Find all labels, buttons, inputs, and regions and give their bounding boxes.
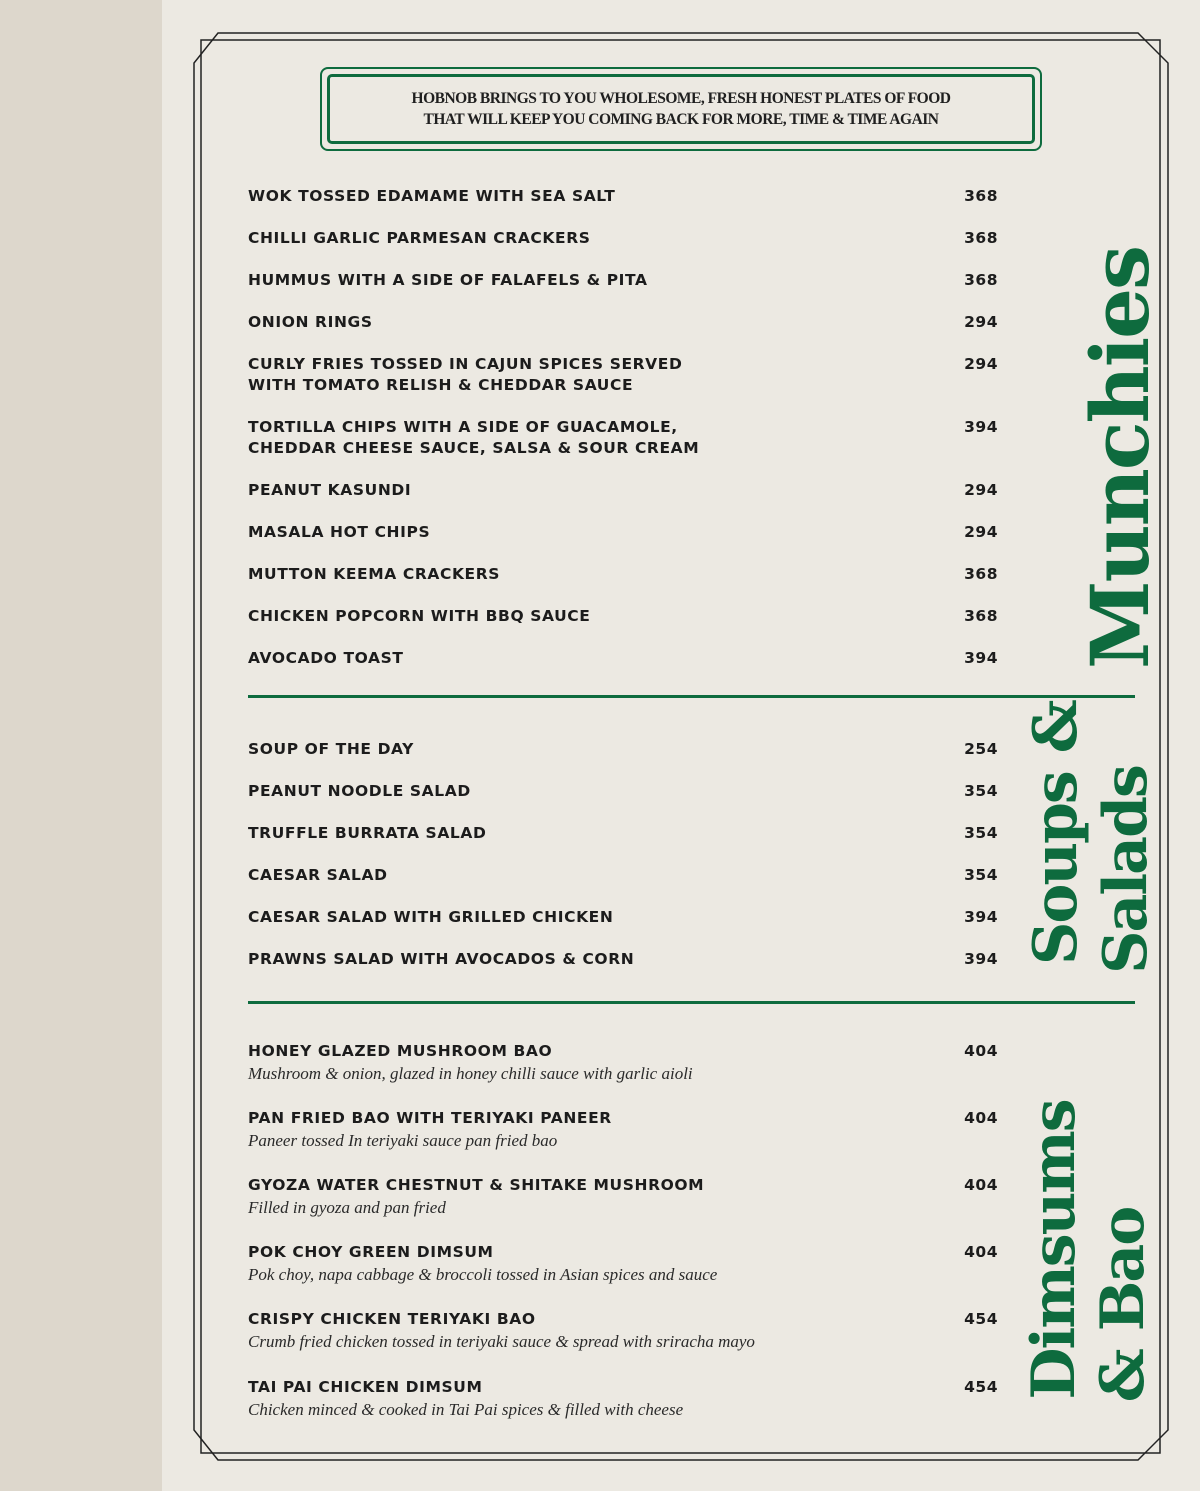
menu-item [248,270,998,291]
section-title-soups-line-2: Salads [1091,766,1161,974]
item-name: CAESAR SALAD [248,866,388,884]
item-price: 368 [964,271,998,289]
item-description: Crumb fried chicken tossed in teriyaki sauce & spread with sriracha mayo [248,1332,755,1351]
item-name-line-1: CURLY FRIES TOSSED IN CAJUN SPICES SERVED [248,355,683,373]
item-name: CHILLI GARLIC PARMESAN CRACKERS [248,229,591,247]
item-description: Chicken minced & cooked in Tai Pai spices & filled with cheese [248,1400,684,1419]
section-title-dimsums-line-1: Dimsums [1019,1100,1089,1400]
menu-item [248,564,998,585]
menu-item [248,1309,998,1354]
item-description: Pok choy, napa cabbage & broccoli tossed in Asian spices and sauce [248,1265,718,1284]
item-name: PEANUT NOODLE SALAD [248,782,471,800]
menu-item [248,417,998,459]
menu-item [248,354,998,396]
menu-item [248,907,998,928]
menu-item [248,522,998,543]
item-price: 454 [964,1310,998,1328]
item-price: 404 [964,1176,998,1194]
item-name: PRAWNS SALAD WITH AVOCADOS & CORN [248,950,635,968]
item-name: GYOZA WATER CHESTNUT & SHITAKE MUSHROOM [248,1176,705,1194]
section-title-dimsums-line-2: & Bao [1088,1207,1158,1403]
menu-item [248,480,998,501]
item-price: 294 [964,523,998,541]
item-name: CAESAR SALAD WITH GRILLED CHICKEN [248,908,614,926]
item-name: TRUFFLE BURRATA SALAD [248,824,487,842]
menu-item [248,1041,998,1086]
menu-item [248,1242,998,1287]
item-price: 368 [964,187,998,205]
menu-item [248,865,998,886]
item-description: Paneer tossed In teriyaki sauce pan fried bao [248,1131,558,1150]
item-name: CHICKEN POPCORN WITH BBQ SAUCE [248,607,591,625]
item-name: MASALA HOT CHIPS [248,523,431,541]
tagline-line-2: THAT WILL KEEP YOU COMING BACK FOR MORE, TIME & TIME AGAIN [423,111,939,128]
item-price: 368 [964,565,998,583]
item-price: 368 [964,607,998,625]
menu-item [248,1108,998,1153]
item-name-line-2: CHEDDAR CHEESE SAUCE, SALSA & SOUR CREAM [248,439,700,457]
item-name: PEANUT KASUNDI [248,481,412,499]
menu-item [248,228,998,249]
item-price: 454 [964,1378,998,1396]
item-name: PAN FRIED BAO WITH TERIYAKI PANEER [248,1109,612,1127]
tagline-line-1: HOBNOB BRINGS TO YOU WHOLESOME, FRESH HONEST PLATES OF FOOD [411,90,951,107]
item-price: 354 [964,824,998,842]
item-price: 394 [964,950,998,968]
menu-item [248,1175,998,1220]
item-name: SOUP OF THE DAY [248,740,414,758]
section-divider [248,1001,1135,1004]
item-price: 404 [964,1042,998,1060]
section-divider [248,695,1135,698]
section-title-soups-line-1: Soups & [1021,701,1091,965]
menu-item [248,781,998,802]
item-name [248,354,888,396]
item-name: HUMMUS WITH A SIDE OF FALAFELS & PITA [248,271,648,289]
item-name-line-2: WITH TOMATO RELISH & CHEDDAR SAUCE [248,376,634,394]
item-price: 404 [964,1243,998,1261]
item-name [248,417,888,459]
item-name: MUTTON KEEMA CRACKERS [248,565,501,583]
item-name: ONION RINGS [248,313,373,331]
item-price: 354 [964,782,998,800]
menu-item [248,739,998,760]
menu-item [248,949,998,970]
item-name: POK CHOY GREEN DIMSUM [248,1243,494,1261]
item-name: TAI PAI CHICKEN DIMSUM [248,1378,483,1396]
item-name: HONEY GLAZED MUSHROOM BAO [248,1042,553,1060]
section-title-munchies: Munchies [1073,246,1167,670]
item-price: 394 [964,908,998,926]
item-name: WOK TOSSED EDAMAME WITH SEA SALT [248,187,616,205]
menu-item [248,312,998,333]
item-description: Filled in gyoza and pan fried [248,1198,446,1217]
item-price: 404 [964,1109,998,1127]
item-price: 294 [964,313,998,331]
item-price: 394 [964,418,998,436]
item-price: 254 [964,740,998,758]
menu-item [248,823,998,844]
menu-item [248,648,998,669]
item-price: 294 [964,355,998,373]
item-price: 394 [964,649,998,667]
menu-item [248,186,998,207]
menu-item [248,606,998,627]
item-price: 294 [964,481,998,499]
item-name: AVOCADO TOAST [248,649,404,667]
side-strip [0,0,162,1491]
item-name: CRISPY CHICKEN TERIYAKI BAO [248,1310,536,1328]
item-price: 354 [964,866,998,884]
tagline-box [320,67,1042,151]
item-description: Mushroom & onion, glazed in honey chilli sauce with garlic aioli [248,1064,693,1083]
item-name-line-1: TORTILLA CHIPS WITH A SIDE OF GUACAMOLE, [248,418,678,436]
menu-item [248,1377,998,1422]
item-price: 368 [964,229,998,247]
